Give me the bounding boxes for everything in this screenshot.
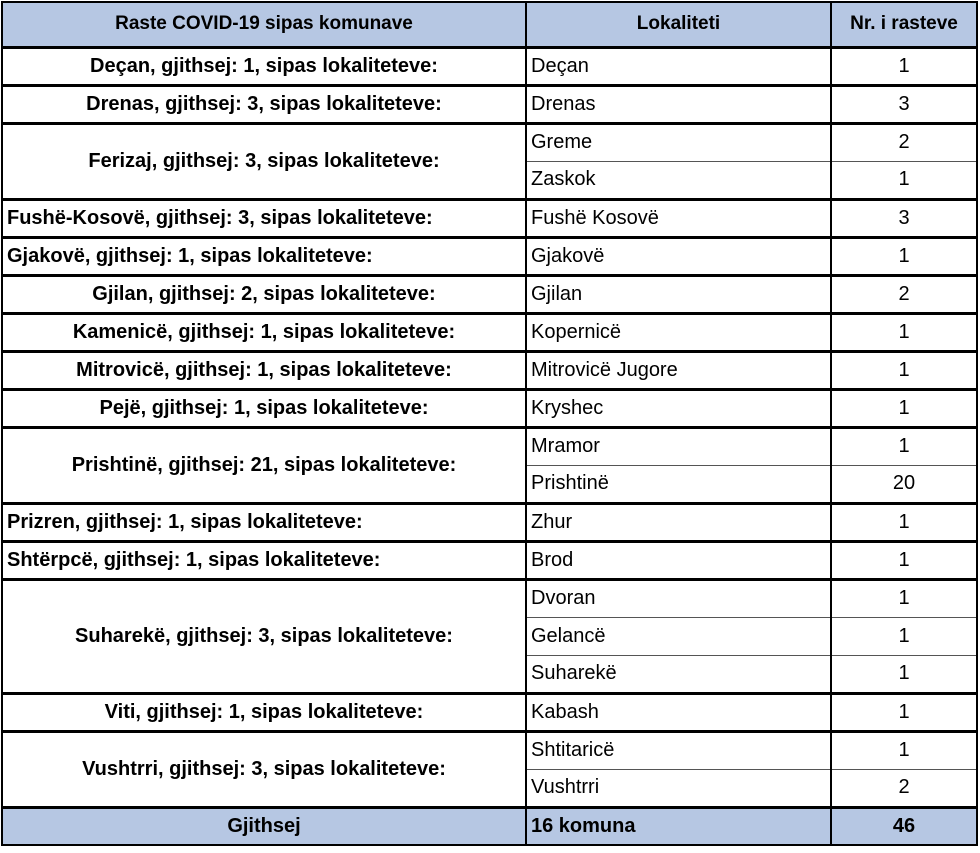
cases-cell: 1 xyxy=(831,237,977,275)
cases-cell: 1 xyxy=(831,693,977,731)
municipality-cell: Gjakovë, gjithsej: 1, sipas lokaliteteve: xyxy=(2,237,526,275)
locality-cell: Brod xyxy=(526,541,831,579)
table-row xyxy=(2,579,977,617)
cases-cell: 1 xyxy=(831,731,977,769)
total-municipalities: 16 komuna xyxy=(526,807,831,845)
municipality-cell: Fushë-Kosovë, gjithsej: 3, sipas lokaliteteve: xyxy=(2,199,526,237)
table-row xyxy=(2,313,977,351)
locality-cell: Zaskok xyxy=(526,161,831,199)
locality-cell: Prishtinë xyxy=(526,465,831,503)
municipality-cell: Viti, gjithsej: 1, sipas lokaliteteve: xyxy=(2,693,526,731)
header-row xyxy=(2,2,977,47)
table-row xyxy=(2,541,977,579)
locality-cell: Shtitaricë xyxy=(526,731,831,769)
cases-cell: 3 xyxy=(831,199,977,237)
table-row xyxy=(2,503,977,541)
locality-cell: Kryshec xyxy=(526,389,831,427)
table-row xyxy=(2,199,977,237)
cases-cell: 1 xyxy=(831,47,977,85)
table-row xyxy=(2,85,977,123)
table-row xyxy=(2,47,977,85)
municipality-cell: Ferizaj, gjithsej: 3, sipas lokaliteteve: xyxy=(2,123,526,199)
header-cases: Nr. i rasteve xyxy=(831,2,977,47)
table-row xyxy=(2,351,977,389)
locality-cell: Kopernicë xyxy=(526,313,831,351)
locality-cell: Mitrovicë Jugore xyxy=(526,351,831,389)
cases-cell: 2 xyxy=(831,123,977,161)
cases-cell: 3 xyxy=(831,85,977,123)
municipality-cell: Mitrovicë, gjithsej: 1, sipas lokaliteteve: xyxy=(2,351,526,389)
total-label: Gjithsej xyxy=(2,807,526,845)
cases-cell: 2 xyxy=(831,275,977,313)
locality-cell: Vushtrri xyxy=(526,769,831,807)
cases-cell: 1 xyxy=(831,579,977,617)
cases-cell: 1 xyxy=(831,541,977,579)
municipality-cell: Drenas, gjithsej: 3, sipas lokaliteteve: xyxy=(2,85,526,123)
table-row xyxy=(2,123,977,161)
table-row xyxy=(2,693,977,731)
locality-cell: Gjakovë xyxy=(526,237,831,275)
municipality-cell: Suharekë, gjithsej: 3, sipas lokaliteteve: xyxy=(2,579,526,693)
municipality-cell: Deçan, gjithsej: 1, sipas lokaliteteve: xyxy=(2,47,526,85)
locality-cell: Deçan xyxy=(526,47,831,85)
locality-cell: Zhur xyxy=(526,503,831,541)
municipality-cell: Gjilan, gjithsej: 2, sipas lokaliteteve: xyxy=(2,275,526,313)
table-row xyxy=(2,389,977,427)
locality-cell: Drenas xyxy=(526,85,831,123)
header-locality: Lokaliteti xyxy=(526,2,831,47)
covid-cases-table xyxy=(1,1,978,846)
table-row xyxy=(2,275,977,313)
cases-cell: 1 xyxy=(831,161,977,199)
total-cases: 46 xyxy=(831,807,977,845)
cases-cell: 1 xyxy=(831,655,977,693)
cases-cell: 2 xyxy=(831,769,977,807)
municipality-cell: Shtërpcë, gjithsej: 1, sipas lokaliteteve: xyxy=(2,541,526,579)
locality-cell: Kabash xyxy=(526,693,831,731)
municipality-cell: Kamenicë, gjithsej: 1, sipas lokaliteteve: xyxy=(2,313,526,351)
locality-cell: Mramor xyxy=(526,427,831,465)
locality-cell: Fushë Kosovë xyxy=(526,199,831,237)
cases-cell: 1 xyxy=(831,351,977,389)
cases-cell: 20 xyxy=(831,465,977,503)
table-row xyxy=(2,731,977,769)
locality-cell: Gelancë xyxy=(526,617,831,655)
locality-cell: Suharekë xyxy=(526,655,831,693)
table-row xyxy=(2,237,977,275)
total-row xyxy=(2,807,977,845)
cases-cell: 1 xyxy=(831,313,977,351)
locality-cell: Greme xyxy=(526,123,831,161)
municipality-cell: Vushtrri, gjithsej: 3, sipas lokaliteteve: xyxy=(2,731,526,807)
municipality-cell: Pejë, gjithsej: 1, sipas lokaliteteve: xyxy=(2,389,526,427)
cases-cell: 1 xyxy=(831,617,977,655)
cases-cell: 1 xyxy=(831,503,977,541)
table-row xyxy=(2,427,977,465)
locality-cell: Gjilan xyxy=(526,275,831,313)
header-municipality: Raste COVID-19 sipas komunave xyxy=(2,2,526,47)
municipality-cell: Prizren, gjithsej: 1, sipas lokaliteteve: xyxy=(2,503,526,541)
cases-cell: 1 xyxy=(831,427,977,465)
cases-cell: 1 xyxy=(831,389,977,427)
locality-cell: Dvoran xyxy=(526,579,831,617)
municipality-cell: Prishtinë, gjithsej: 21, sipas lokaliteteve: xyxy=(2,427,526,503)
